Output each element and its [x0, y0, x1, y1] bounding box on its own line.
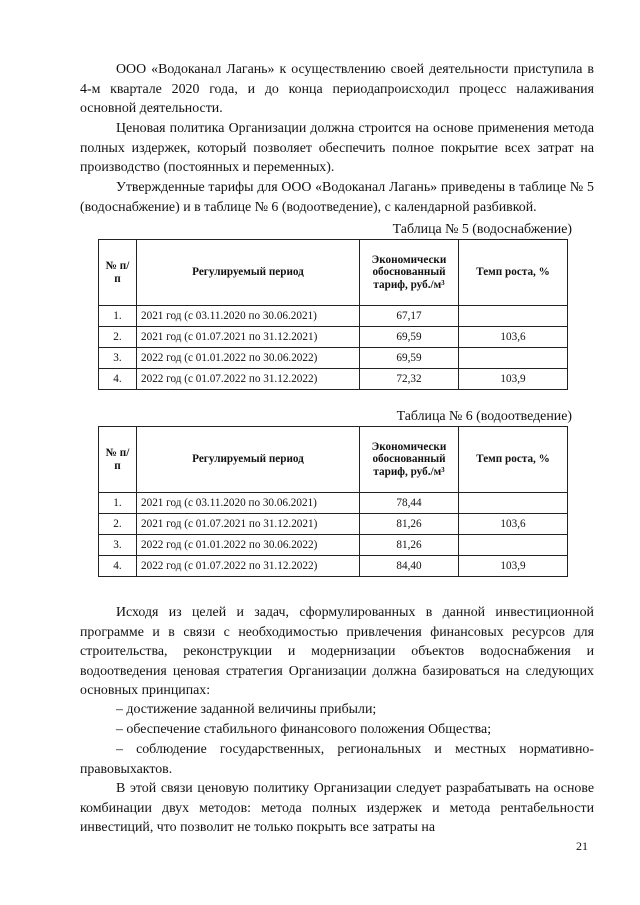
table6-header-row [99, 427, 568, 493]
paragraph-conclusion: В этой связи ценовую политику Организации следует разрабатывать на основе комбинации двух методов: метода полных издержек и метода рентабельности инвестиций, что позволит не только покрыть все затраты на [80, 781, 594, 835]
cell-period: 2022 год (с 01.07.2022 по 31.12.2022) [137, 556, 360, 577]
header-tariff: Экономически обоснованный тариф, руб./м³ [360, 427, 459, 493]
header-period: Регулируемый период [137, 427, 360, 493]
table-row [99, 306, 568, 327]
cell-tariff: 72,32 [360, 369, 459, 390]
cell-tariff: 81,26 [360, 514, 459, 535]
list-item: – достижение заданной величины прибыли; [116, 702, 377, 717]
table-row [99, 514, 568, 535]
cell-period: 2021 год (с 03.11.2020 по 30.06.2021) [137, 306, 360, 327]
header-period: Регулируемый период [137, 240, 360, 306]
paragraph-approved-tariffs: Утвержденные тарифы для ООО «Водоканал Лагань» приведены в таблице № 5 (водоснабжение) и в таблице № 6 (водоотведение), с календарной разбивкой. [80, 180, 594, 215]
header-growth: Темп роста, % [459, 240, 568, 306]
paragraph-intro: ООО «Водоканал Лагань» к осуществлению своей деятельности приступила в 4-м квартале 2020 года, и до конца периодапроисходил процесс налаживания основной деятельности. [80, 62, 594, 116]
table-row [99, 556, 568, 577]
cell-tariff: 69,59 [360, 327, 459, 348]
cell-num: 2. [99, 327, 137, 348]
cell-tariff: 78,44 [360, 493, 459, 514]
cell-growth [459, 535, 568, 556]
header-tariff: Экономически обоснованный тариф, руб./м³ [360, 240, 459, 306]
cell-num: 4. [99, 369, 137, 390]
cell-num: 3. [99, 535, 137, 556]
table6-wastewater [98, 426, 568, 577]
cell-num: 1. [99, 306, 137, 327]
list-item: – обеспечение стабильного финансового положения Общества; [116, 722, 492, 737]
table5-water-supply [98, 239, 568, 390]
header-num: № п/п [99, 427, 137, 493]
page-number: 21 [576, 839, 588, 853]
table-row [99, 369, 568, 390]
table-row [99, 535, 568, 556]
cell-period: 2022 год (с 01.07.2022 по 31.12.2022) [137, 369, 360, 390]
table6-caption: Таблица № 6 (водоотведение) [396, 409, 572, 424]
cell-num: 4. [99, 556, 137, 577]
paragraph-principles: Исходя из целей и задач, сформулированных в данной инвестиционной программе и в связи с необходимостью привлечения финансовых ресурсов для строительства, реконструкции и модернизации объектов водоснабжения и водоотведения ценовая стратегия Организации должна базироваться на следующих основных принципах: [80, 605, 594, 698]
cell-growth: 103,6 [459, 327, 568, 348]
cell-num: 3. [99, 348, 137, 369]
paragraph-pricing-policy: Ценовая политика Организации должна строится на основе применения метода полных издержек, который позволяет обеспечить полное покрытие всех затрат на производство (постоянных и переменных). [80, 121, 594, 175]
cell-growth: 103,9 [459, 556, 568, 577]
table5-header-row [99, 240, 568, 306]
cell-growth [459, 306, 568, 327]
cell-num: 2. [99, 514, 137, 535]
cell-growth: 103,9 [459, 369, 568, 390]
cell-tariff: 69,59 [360, 348, 459, 369]
cell-period: 2022 год (с 01.01.2022 по 30.06.2022) [137, 535, 360, 556]
cell-num: 1. [99, 493, 137, 514]
header-growth: Темп роста, % [459, 427, 568, 493]
table-row [99, 348, 568, 369]
cell-growth: 103,6 [459, 514, 568, 535]
cell-growth [459, 348, 568, 369]
cell-growth [459, 493, 568, 514]
header-num: № п/п [99, 240, 137, 306]
list-item: – соблюдение государственных, региональных и местных нормативно-правовыхактов. [80, 742, 594, 777]
table-row [99, 327, 568, 348]
cell-period: 2022 год (с 01.01.2022 по 30.06.2022) [137, 348, 360, 369]
cell-tariff: 81,26 [360, 535, 459, 556]
cell-tariff: 84,40 [360, 556, 459, 577]
cell-period: 2021 год (с 03.11.2020 по 30.06.2021) [137, 493, 360, 514]
table-row [99, 493, 568, 514]
cell-tariff: 67,17 [360, 306, 459, 327]
cell-period: 2021 год (с 01.07.2021 по 31.12.2021) [137, 327, 360, 348]
cell-period: 2021 год (с 01.07.2021 по 31.12.2021) [137, 514, 360, 535]
table5-caption: Таблица № 5 (водоснабжение) [392, 222, 572, 237]
